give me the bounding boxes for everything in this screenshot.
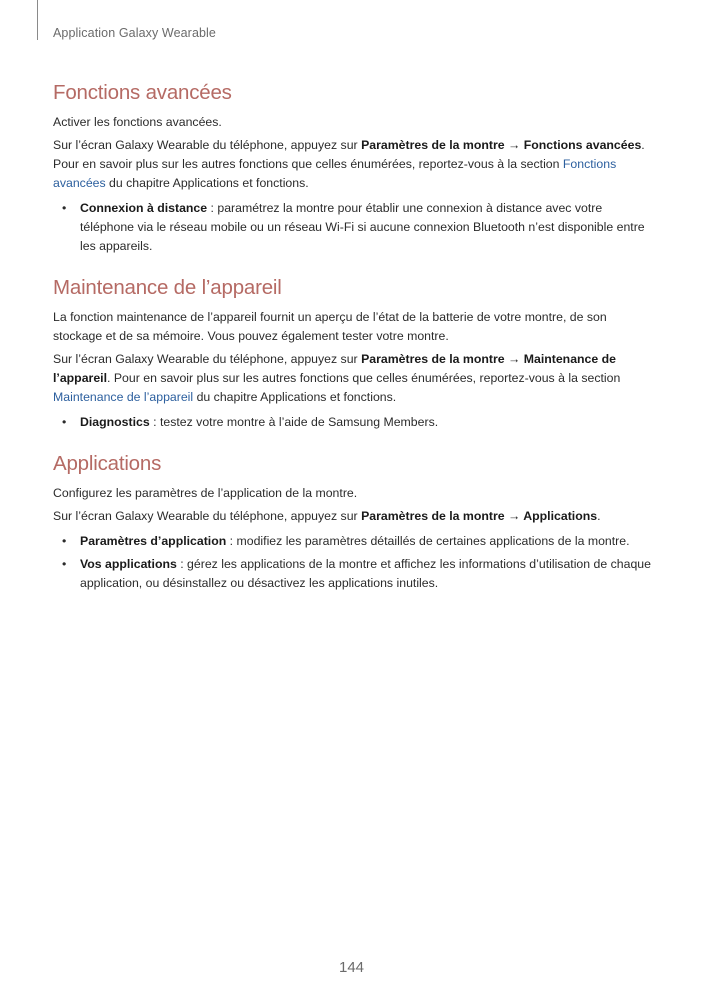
path-step: Paramètres de la montre [361,352,505,366]
path-arrow: → [504,352,524,366]
section-intro: Activer les fonctions avancées. [53,115,222,129]
reference-suffix: du chapitre Applications et fonctions. [105,176,309,190]
section-intro: Configurez les paramètres de l’application de la montre. [53,486,358,500]
path-prefix: Sur l’écran Galaxy Wearable du téléphone, appuyez sur [53,138,362,152]
running-header: Application Galaxy Wearable [53,26,216,40]
section-title: Fonctions avancées [53,81,232,104]
item-term: Paramètres d’application [80,534,227,548]
page-number: 144 [338,959,365,976]
path-step: Maintenance de l’appareil [53,352,616,385]
item-text: : modifiez les paramètres détaillés de certaines applications de la montre. [226,534,630,548]
path-step: Applications [523,509,598,523]
bullet-icon: • [62,201,67,215]
item-text: : testez votre montre à l’aide de Samsung Members. [149,415,439,429]
path-suffix: . Pour en savoir plus sur les autres fonctions que celles énumérées, reportez-vous à la section [107,371,621,385]
section-fonctions-avancees [53,79,653,256]
list-item [53,199,653,256]
item-term: Vos applications [80,557,177,571]
list-item [53,532,653,551]
margin-rule [37,0,38,40]
feature-list [53,413,653,432]
navigation-path [53,507,653,526]
item-term: Diagnostics [80,415,150,429]
feature-list [53,199,653,256]
reference-prefix: Pour en savoir plus sur les autres fonctions que celles énumérées, reportez-vous à la section [53,157,563,171]
bullet-icon: • [62,415,67,429]
list-item [53,413,653,432]
reference-suffix: du chapitre Applications et fonctions. [193,390,397,404]
path-prefix: Sur l’écran Galaxy Wearable du téléphone, appuyez sur [53,509,362,523]
section-title: Applications [53,452,162,475]
path-prefix: Sur l’écran Galaxy Wearable du téléphone, appuyez sur [53,352,362,366]
item-term: Connexion à distance [80,201,208,215]
section-link[interactable]: Maintenance de l’appareil [53,390,194,404]
section-title: Maintenance de l’appareil [53,276,282,299]
list-item [53,555,653,593]
section-intro: La fonction maintenance de l’appareil fournit un aperçu de l’état de la batterie de votre montre, de son stockage et de sa mémoire. Vous pouvez également tester votre montre. [53,310,607,343]
item-text: : paramétrez la montre pour établir une connexion à distance avec votre téléphone via le réseau mobile ou un réseau Wi-Fi si aucune connexion Bluetooth n’est disponible entre les appareils. [80,201,645,253]
path-suffix: . [597,509,601,523]
bullet-icon: • [62,557,67,571]
path-arrow: → [504,138,524,152]
path-suffix: . [641,138,645,152]
path-step: Paramètres de la montre [361,138,505,152]
navigation-path [53,350,653,407]
feature-list [53,532,653,593]
item-text: : gérez les applications de la montre et affichez les informations d’utilisation de chaque application, ou désinstallez ou désactivez les applications inutiles. [80,557,651,590]
path-step: Paramètres de la montre [361,509,505,523]
path-arrow: → [504,509,524,523]
section-maintenance [53,274,653,432]
navigation-path [53,136,653,193]
section-link[interactable]: Fonctions avancées [53,157,617,190]
section-applications [53,450,653,593]
path-step: Fonctions avancées [523,138,642,152]
bullet-icon: • [62,534,67,548]
page-content [53,79,653,597]
